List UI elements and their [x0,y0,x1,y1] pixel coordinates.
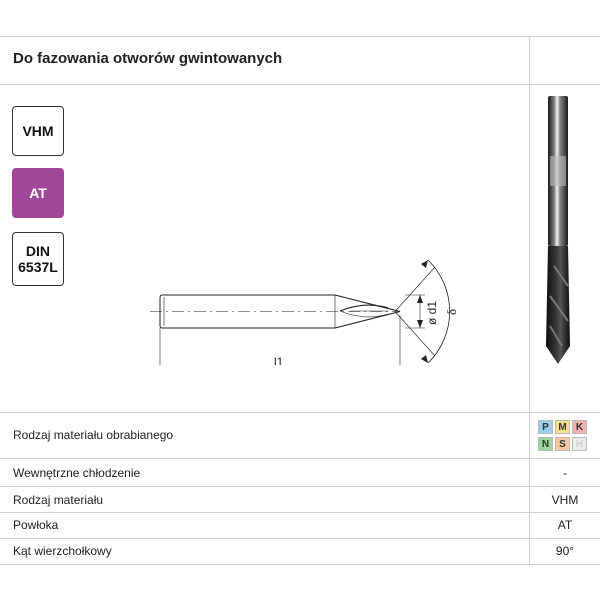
spec-label-point-angle: Kąt wierzchołkowy [13,544,112,558]
title-divider [0,84,600,85]
material-group-n: N [538,437,553,451]
spec-value-coating: AT [557,518,573,532]
material-group-grid [538,420,590,454]
material-group-m: M [555,420,570,434]
spec-value-material: VHM [551,493,579,507]
spec-divider-1 [0,412,600,413]
material-group-k: K [572,420,587,434]
technical-drawing [150,215,470,365]
diameter-label: ø d1 [425,300,439,325]
spec-label-coating: Powłoka [13,518,59,532]
standard-badge: DIN 6537L [12,232,64,286]
angle-label: δ [444,308,459,315]
spec-divider-3 [0,486,600,487]
length-label: l1 [274,355,284,365]
spec-value-internal-cooling: - [563,466,567,480]
bottom-border [0,564,600,565]
column-divider [529,36,530,564]
spec-divider-4 [0,512,600,513]
top-border [0,36,600,37]
tool-photo [540,96,576,366]
spec-label-internal-cooling: Wewnętrzne chłodzenie [13,466,141,480]
material-group-h: H [572,437,587,451]
spec-divider-2 [0,458,600,459]
page-title: Do fazowania otworów gwintowanych [13,50,283,67]
spec-divider-5 [0,538,600,539]
spec-label-workpiece-material: Rodzaj materiału obrabianego [13,428,174,442]
spec-value-point-angle: 90° [555,544,575,558]
material-group-s: S [555,437,570,451]
material-badge: VHM [12,106,64,156]
material-group-p: P [538,420,553,434]
coating-badge: AT [12,168,64,218]
spec-label-material: Rodzaj materiału [13,493,104,507]
